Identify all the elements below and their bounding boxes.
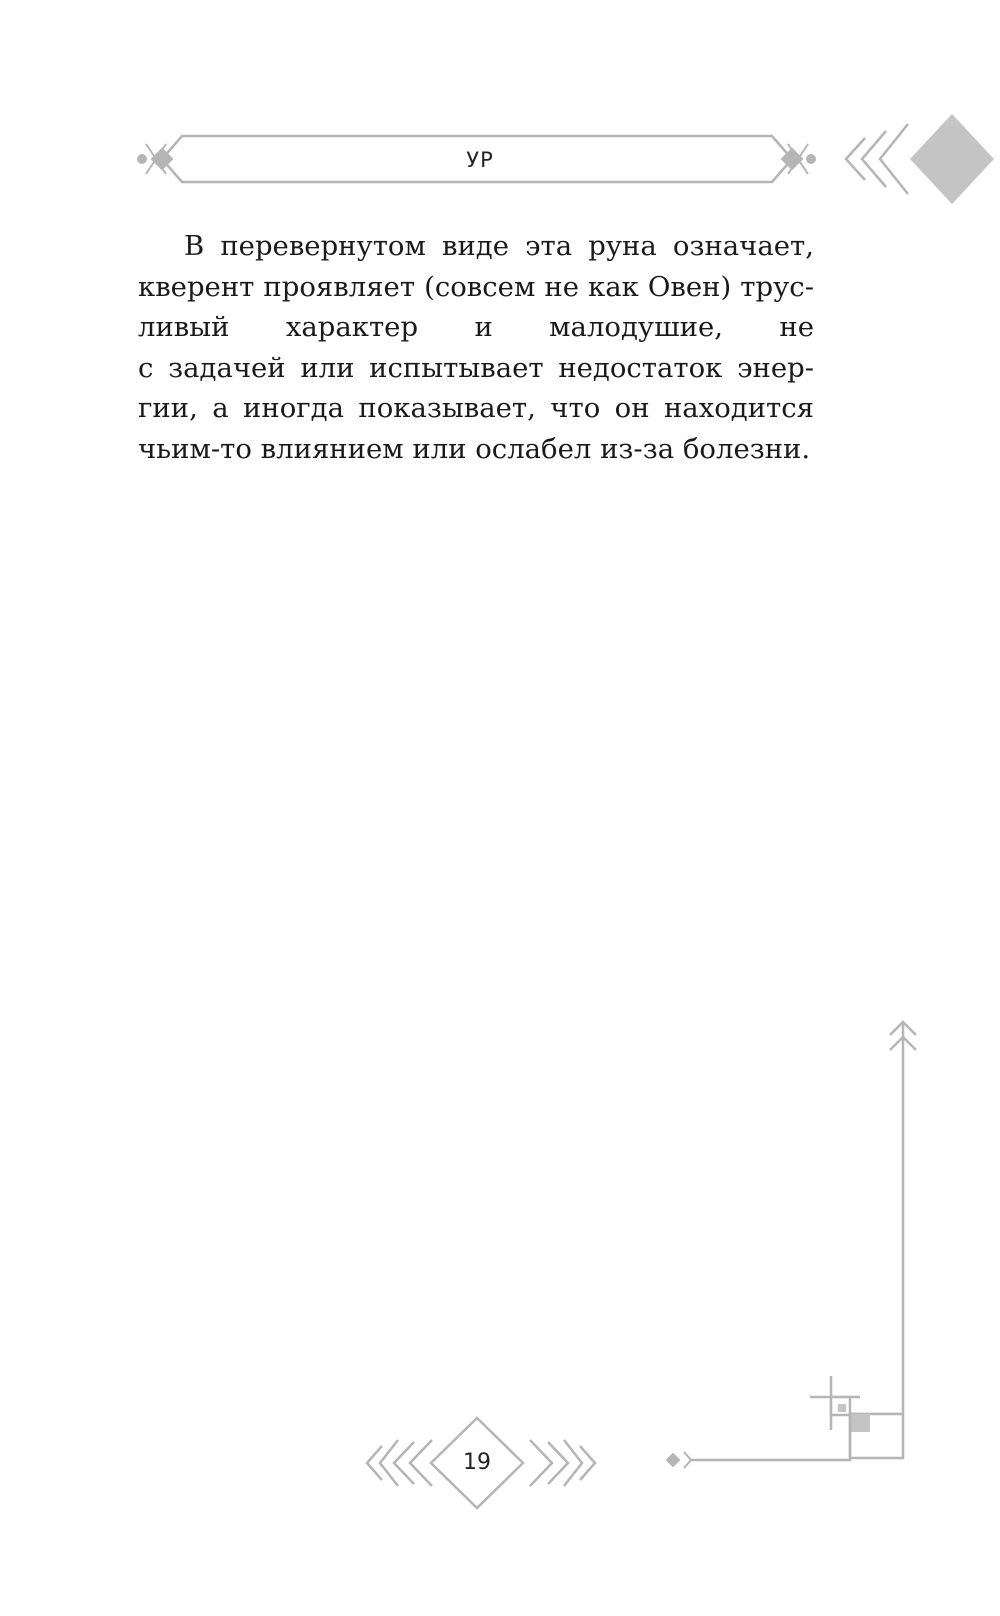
text-line: гии, а иногда показывает, что он находится	[138, 392, 814, 424]
text-line: В перевернутом виде эта руна означает,	[184, 230, 814, 262]
text-line: чьим-то влиянием или ослабел из-за болезни.	[138, 432, 811, 465]
bottom-right-squares-ornament	[691, 1376, 903, 1460]
right-arrow-ornament	[850, 1022, 916, 1414]
footer-right-chevrons-icon	[530, 1440, 595, 1486]
text-line: ливый характер и малодушие, не	[138, 311, 814, 343]
header-right-ornament	[782, 144, 815, 174]
header-left-ornament	[138, 144, 172, 174]
body-paragraph	[138, 226, 814, 469]
chapter-title: УР	[466, 148, 494, 172]
corner-diamond-icon	[910, 114, 994, 204]
corner-chevrons-icon	[846, 124, 908, 194]
page-number: 19	[463, 1450, 491, 1475]
text-line: кверент проявляет (совсем не как Овен) трус-	[138, 270, 814, 303]
bottom-line-end-ornament	[667, 1452, 691, 1468]
text-line: с задачей или испытывает недостаток энер-	[138, 351, 814, 384]
footer-left-chevrons-icon	[367, 1440, 432, 1486]
